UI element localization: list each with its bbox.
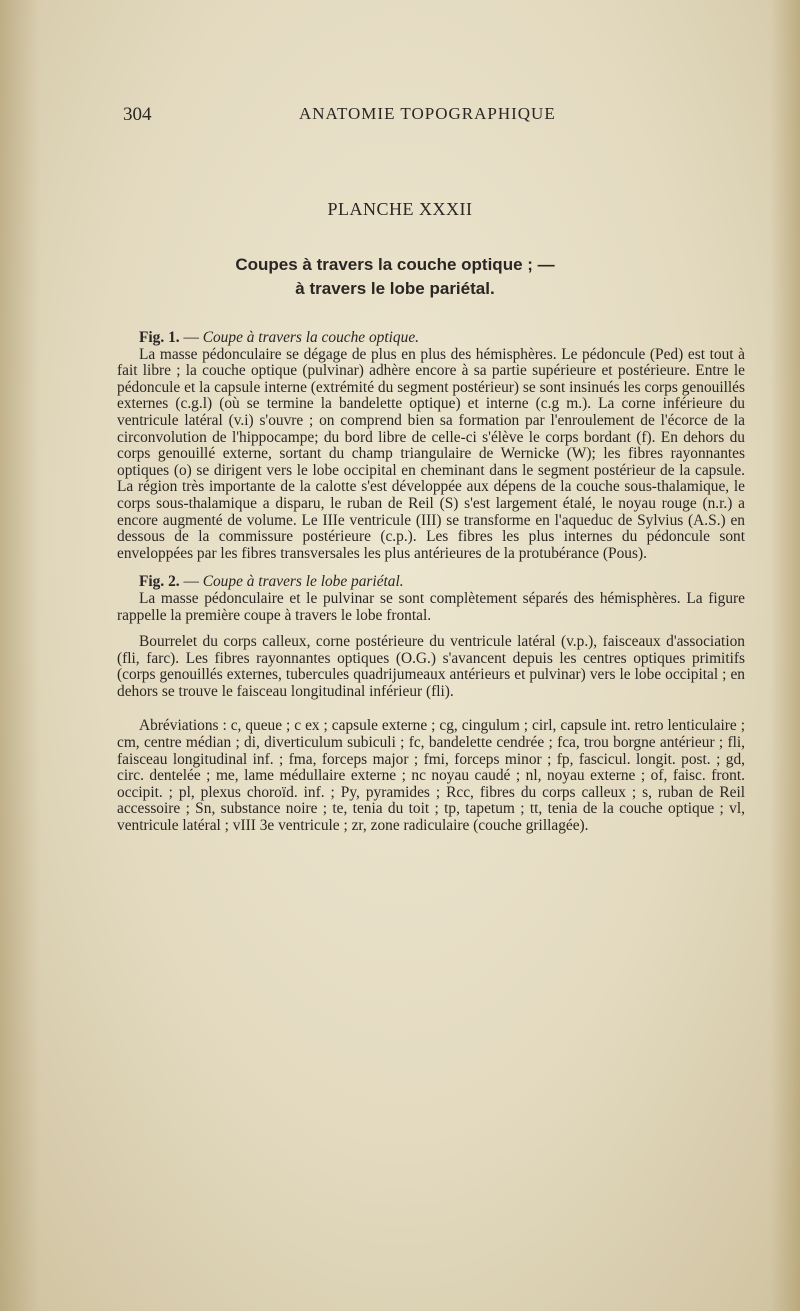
page-edge-shadow-right — [770, 0, 800, 1311]
running-head — [123, 104, 603, 128]
fig2-heading — [117, 574, 745, 591]
fig2-caption: Coupe à travers le lobe pariétal. — [202, 573, 404, 591]
running-title: ANATOMIE TOPOGRAPHIQUE — [299, 104, 556, 123]
abbreviations-paragraph: Abréviations : c, queue ; c ex ; capsule externe ; cg, cingulum ; cirl, capsule int. retro lenticulaire ; cm, centre médian ; di, diverticulum subiculi ; fc, bandelette cendrée ; fca, trou borgne antérieur ; fli, faisceau longitudinal inf. ; fma, forceps major ; fmi, forceps minor ; fp, fascicul. longit. post. ; gd, circ. dentelée ; me, lame médullaire externe ; nc noyau caudé ; nl, noyau externe ; of, faisc. front. occipit. ; pl, plexus choroïd. inf. ; Py, pyramides ; Rcc, fibres du corps calleux ; s, ruban de Reil accessoire ; Sn, substance noire ; te, tenia du toit ; tp, tapetum ; tt, tenia de la couche optique ; vl, ventricule latéral ; vIII 3e ventricule ; zr, zone radiculaire (couche grillagée). — [117, 717, 745, 835]
section-title-line-1: Coupes à travers la couche optique ; — — [235, 255, 555, 274]
body-text — [117, 330, 745, 835]
fig1-label: Fig. 1. — [139, 329, 180, 346]
fig2-paragraph-2: Bourrelet du corps calleux, corne postérieure du ventricule latéral (v.p.), faisceaux d'association (fli, farc). Les fibres rayonnantes optiques (O.G.) s'avancent depuis les centres optiques primitifs (corps genouillés externes, tubercules quadrijumeaux antérieurs et pulvinar) vers le lobe occipital ; en dehors se trouve le faisceau longitudinal inférieur (fli). — [117, 633, 745, 700]
fig1-caption: Coupe à travers la couche optique. — [202, 329, 419, 346]
page-edge-shadow-left — [0, 0, 40, 1311]
fig2-paragraph-1: La masse pédonculaire et le pulvinar se sont complètement séparés des hémisphères. La figure rappelle la première coupe à travers le lobe frontal. — [117, 589, 745, 624]
fig1-paragraph: La masse pédonculaire se dégage de plus en plus des hémisphères. Le pédoncule (Ped) est tout à fait libre ; la couche optique (pulvinar) adhère encore à sa partie supérieure et postérieure. Entre le pédoncule et la capsule interne (extrémité du segment postérieur) se sont insinués les corps genouillés externes (c.g.l) (où se termine la bandelette optique) et interne (c.g m.). La corne inférieure du ventricule latéral (v.i) s'ouvre ; on comprend bien sa formation par l'enroulement de l'écorce de la circonvolution de l'hippocampe; du bord libre de celle-ci s'élève le corps bordant (f). En dehors du corps genouillé externe, sortant du champ triangulaire de Wernicke (W); les fibres rayonnantes optiques (o) se dirigent vers le lobe occipital en cheminant dans le segment postérieur de la capsule. La région très importante de la calotte s'est développée aux dépens de la couche sous-thalamique, le corps sous-thalamique a disparu, le ruban de Reil (S) s'est largement étalé, le noyau rouge (n.r.) a encore augmenté de volume. Le IIIe ventricule (III) se transforme en l'aqueduc de Sylvius (A.S.) en dessous de la commissure postérieure (c.p.). Les fibres les plus internes du pédoncule sont enveloppées par les fibres transversales les plus antérieures de la protubérance (Pous). — [117, 345, 745, 562]
section-title — [210, 253, 580, 301]
page-number: 304 — [123, 104, 152, 125]
fig1-dash: — — [179, 329, 203, 346]
fig1-heading — [117, 330, 745, 347]
plate-title: PLANCHE XXXII — [327, 199, 473, 219]
fig2-label: Fig. 2. — [139, 573, 180, 591]
section-title-line-2: à travers le lobe pariétal. — [295, 279, 495, 298]
fig2-dash: — — [179, 573, 203, 591]
